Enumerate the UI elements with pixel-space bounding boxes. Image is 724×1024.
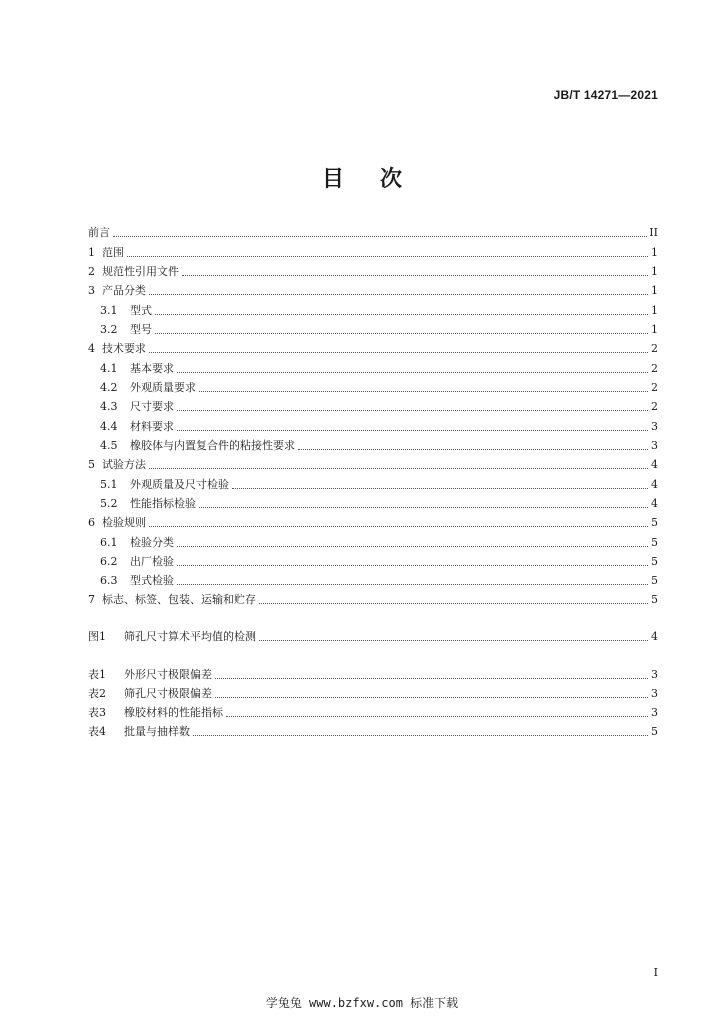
toc-entry[interactable]: [88, 398, 658, 414]
table-label: 外形尺寸极限偏差: [124, 668, 212, 681]
toc-label: 出厂检验: [130, 555, 174, 568]
toc-label: 外观质量要求: [130, 381, 196, 394]
toc-entry[interactable]: [88, 495, 658, 511]
toc-label: 外观质量及尺寸检验: [130, 478, 229, 491]
figure-label: 筛孔尺寸算术平均值的检测: [124, 630, 256, 643]
page-title: [0, 162, 724, 193]
toc-label: 性能指标检验: [130, 497, 196, 510]
toc-entry[interactable]: [88, 553, 658, 569]
toc-entry[interactable]: [88, 437, 658, 453]
toc-page: 1: [651, 304, 658, 317]
toc-label: 规范性引用文件: [102, 265, 179, 278]
table-number: 表4: [88, 725, 106, 738]
table-page: 3: [651, 668, 658, 681]
toc-number: 1: [88, 246, 95, 259]
toc-page: 5: [651, 574, 658, 587]
toc-entry[interactable]: [88, 418, 658, 434]
toc-label: 型号: [130, 323, 152, 336]
toc-page: 4: [651, 458, 658, 471]
toc-number: 5.1: [100, 478, 118, 491]
table-entry[interactable]: [88, 723, 658, 739]
table-entry[interactable]: [88, 666, 658, 682]
toc-number: 6: [88, 516, 95, 529]
title-char-1: 目: [321, 167, 344, 192]
toc-page: 2: [651, 400, 658, 413]
toc-page: II: [649, 226, 658, 239]
toc-number: 2: [88, 265, 95, 278]
toc-page: 3: [651, 439, 658, 452]
toc-label: 型式: [130, 304, 152, 317]
table-page: 3: [651, 706, 658, 719]
toc-number: 4.1: [100, 362, 118, 375]
title-char-2: 次: [380, 167, 403, 192]
toc-page: 5: [651, 555, 658, 568]
toc-label: 型式检验: [130, 574, 174, 587]
table-number: 表2: [88, 687, 106, 700]
toc-label: 范围: [102, 246, 124, 259]
toc-label: 检验分类: [130, 536, 174, 549]
toc-number: 5: [88, 458, 95, 471]
toc-label: 产品分类: [102, 284, 146, 297]
toc-number: 3.1: [100, 304, 118, 317]
toc-page: 2: [651, 342, 658, 355]
toc-number: 3.2: [100, 323, 118, 336]
table-label: 批量与抽样数: [124, 725, 190, 738]
toc-label: 材料要求: [130, 420, 174, 433]
toc-entry[interactable]: [88, 476, 658, 492]
toc-entry[interactable]: [88, 591, 658, 607]
toc-label: 检验规则: [102, 516, 146, 529]
toc-number: 7: [88, 593, 95, 606]
table-entry[interactable]: [88, 685, 658, 701]
toc-entry[interactable]: [88, 302, 658, 318]
figure-number: 图1: [88, 630, 106, 643]
page-number: I: [653, 966, 658, 979]
toc-entry[interactable]: [88, 321, 658, 337]
toc-number: 3: [88, 284, 95, 297]
toc-number: 4.5: [100, 439, 118, 452]
toc-number: 4.2: [100, 381, 118, 394]
toc-number: 4.4: [100, 420, 118, 433]
toc-page: 1: [651, 246, 658, 259]
toc-page: 3: [651, 420, 658, 433]
toc-label: 基本要求: [130, 362, 174, 375]
table-label: 橡胶材料的性能指标: [124, 706, 223, 719]
toc-page: 4: [651, 478, 658, 491]
table-number: 表3: [88, 706, 106, 719]
toc-entry[interactable]: [88, 282, 658, 298]
toc-label: 试验方法: [102, 458, 146, 471]
figure-page: 4: [651, 630, 658, 643]
footer-watermark[interactable]: 学兔兔 www.bzfxw.com 标准下载: [265, 996, 459, 1010]
toc-entry[interactable]: [88, 244, 658, 260]
table-number: 表1: [88, 668, 106, 681]
toc-number: 5.2: [100, 497, 118, 510]
toc-number: 6.1: [100, 536, 118, 549]
toc-number: 4.3: [100, 400, 118, 413]
standard-code: JB/T 14271—2021: [553, 88, 658, 102]
toc-entry[interactable]: [88, 572, 658, 588]
toc-page: 1: [651, 284, 658, 297]
toc-page: 5: [651, 536, 658, 549]
toc-entry[interactable]: [88, 514, 658, 530]
toc-label: 橡胶体与内置复合件的粘接性要求: [130, 439, 295, 452]
toc-label: 尺寸要求: [130, 400, 174, 413]
toc-page: 2: [651, 381, 658, 394]
table-page: 3: [651, 687, 658, 700]
toc-number: 6.3: [100, 574, 118, 587]
toc-label: 标志、标签、包装、运输和贮存: [102, 593, 256, 606]
toc-label: 前言: [88, 226, 110, 239]
toc-page: 4: [651, 497, 658, 510]
toc-entry[interactable]: [88, 456, 658, 472]
toc-page: 1: [651, 323, 658, 336]
toc-page: 1: [651, 265, 658, 278]
toc-label: 技术要求: [102, 342, 146, 355]
toc-number: 6.2: [100, 555, 118, 568]
toc-entry[interactable]: [88, 534, 658, 550]
toc-entry[interactable]: [88, 360, 658, 376]
table-entry[interactable]: [88, 704, 658, 720]
toc-number: 4: [88, 342, 95, 355]
toc-page: 2: [651, 362, 658, 375]
figure-entry[interactable]: [88, 628, 658, 644]
toc-entry[interactable]: [88, 224, 658, 240]
toc-entry[interactable]: [88, 263, 658, 279]
toc-page: 5: [651, 516, 658, 529]
toc-page: 5: [651, 593, 658, 606]
table-label: 筛孔尺寸极限偏差: [124, 687, 212, 700]
table-page: 5: [651, 725, 658, 738]
toc-entry[interactable]: [88, 340, 658, 356]
toc-entry[interactable]: [88, 379, 658, 395]
